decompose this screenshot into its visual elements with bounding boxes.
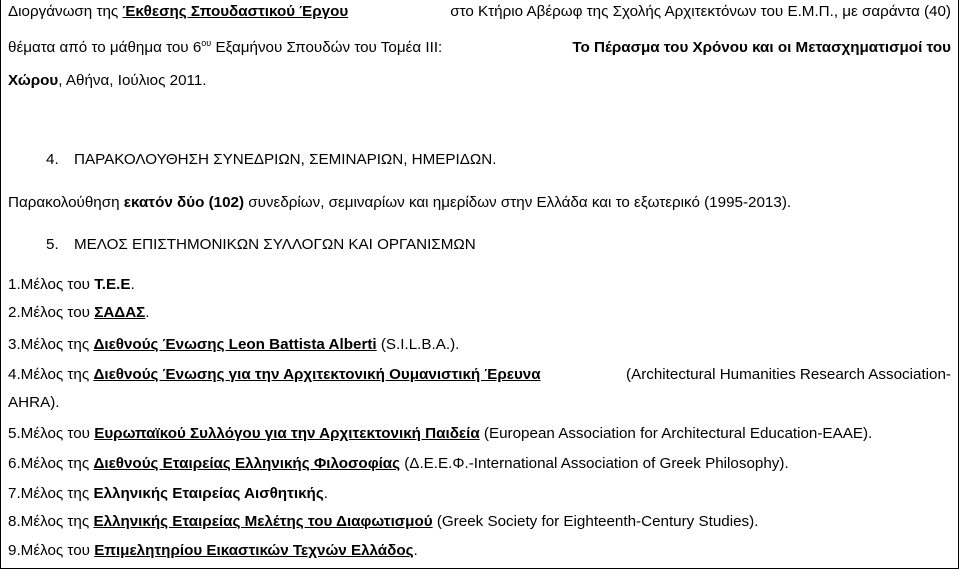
list-item-continuation: AHRA). xyxy=(8,394,60,411)
section-4-text: Παρακολούθηση εκατόν δύο (102) συνεδρίων, σεμιναρίων και ημερίδων στην Ελλάδα και το εξωτερικό (1995-2013). xyxy=(8,194,792,211)
section-5-heading: 5. ΜΕΛΟΣ ΕΠΙΣΤΗΜΟΝΙΚΩΝ ΣΥΛΛΟΓΩΝ ΚΑΙ ΟΡΓΑΝΙΣΜΩΝ xyxy=(46,236,476,253)
list-item: 8.Μέλος της Ελληνικής Εταιρείας Μελέτης του Διαφωτισμού (Greek Society for Eighteenth-Century Studies). xyxy=(8,513,759,530)
list-item: 4.Μέλος της Διεθνούς Ένωσης για την Αρχιτεκτονική Ουμανιστική Έρευνα (Architectural Humanities Research Association- xyxy=(8,366,951,383)
intro-line-1 xyxy=(8,3,951,21)
list-item: 1.Μέλος του Τ.Ε.Ε. xyxy=(8,276,135,293)
section-4-heading: 4. ΠΑΡΑΚΟΛΟΥΘΗΣΗ ΣΥΝΕΔΡΙΩΝ, ΣΕΜΙΝΑΡΙΩΝ, ΗΜΕΡΙΔΩΝ. xyxy=(46,151,497,168)
intro-text: Διοργάνωση της Έκθεσης Σπουδαστικού Έργου xyxy=(8,3,349,20)
list-item: 5.Μέλος του Ευρωπαϊκού Συλλόγου για την Αρχιτεκτονική Παιδεία (European Association for Architectural Education-EAAE). xyxy=(8,425,873,442)
intro-text-cont: στο Κτήριο Αβέρωφ της Σχολής Αρχιτεκτόνων του Ε.Μ.Π., με σαράντα (40) xyxy=(450,3,951,20)
list-item: 6.Μέλος της Διεθνούς Εταιρείας Ελληνικής Φιλοσοφίας (Δ.Ε.Ε.Φ.-International Association of Greek Philosophy). xyxy=(8,455,789,472)
list-item: 2.Μέλος του ΣΑΔΑΣ. xyxy=(8,304,150,321)
intro-line-3: Χώρου, Αθήνα, Ιούλιος 2011. xyxy=(8,72,207,89)
list-item: 3.Μέλος της Διεθνούς Ένωσης Leon Battista Alberti (S.I.L.B.A.). xyxy=(8,336,460,353)
list-item: 9.Μέλος του Επιμελητηρίου Εικαστικών Τεχνών Ελλάδος. xyxy=(8,542,418,559)
intro-course: θέματα από το μάθημα του $6^{o\upsilon}$ Εξαμήνου Σπουδών του Τομέα ΙΙΙ: xyxy=(8,38,443,56)
list-item: 7.Μέλος της Ελληνικής Εταιρείας Αισθητικής. xyxy=(8,485,328,502)
intro-line-2 xyxy=(8,39,951,57)
intro-course-title: Το Πέρασμα του Χρόνου και οι Μετασχηματισμοί του xyxy=(572,39,951,56)
page-border-left xyxy=(0,0,1,569)
